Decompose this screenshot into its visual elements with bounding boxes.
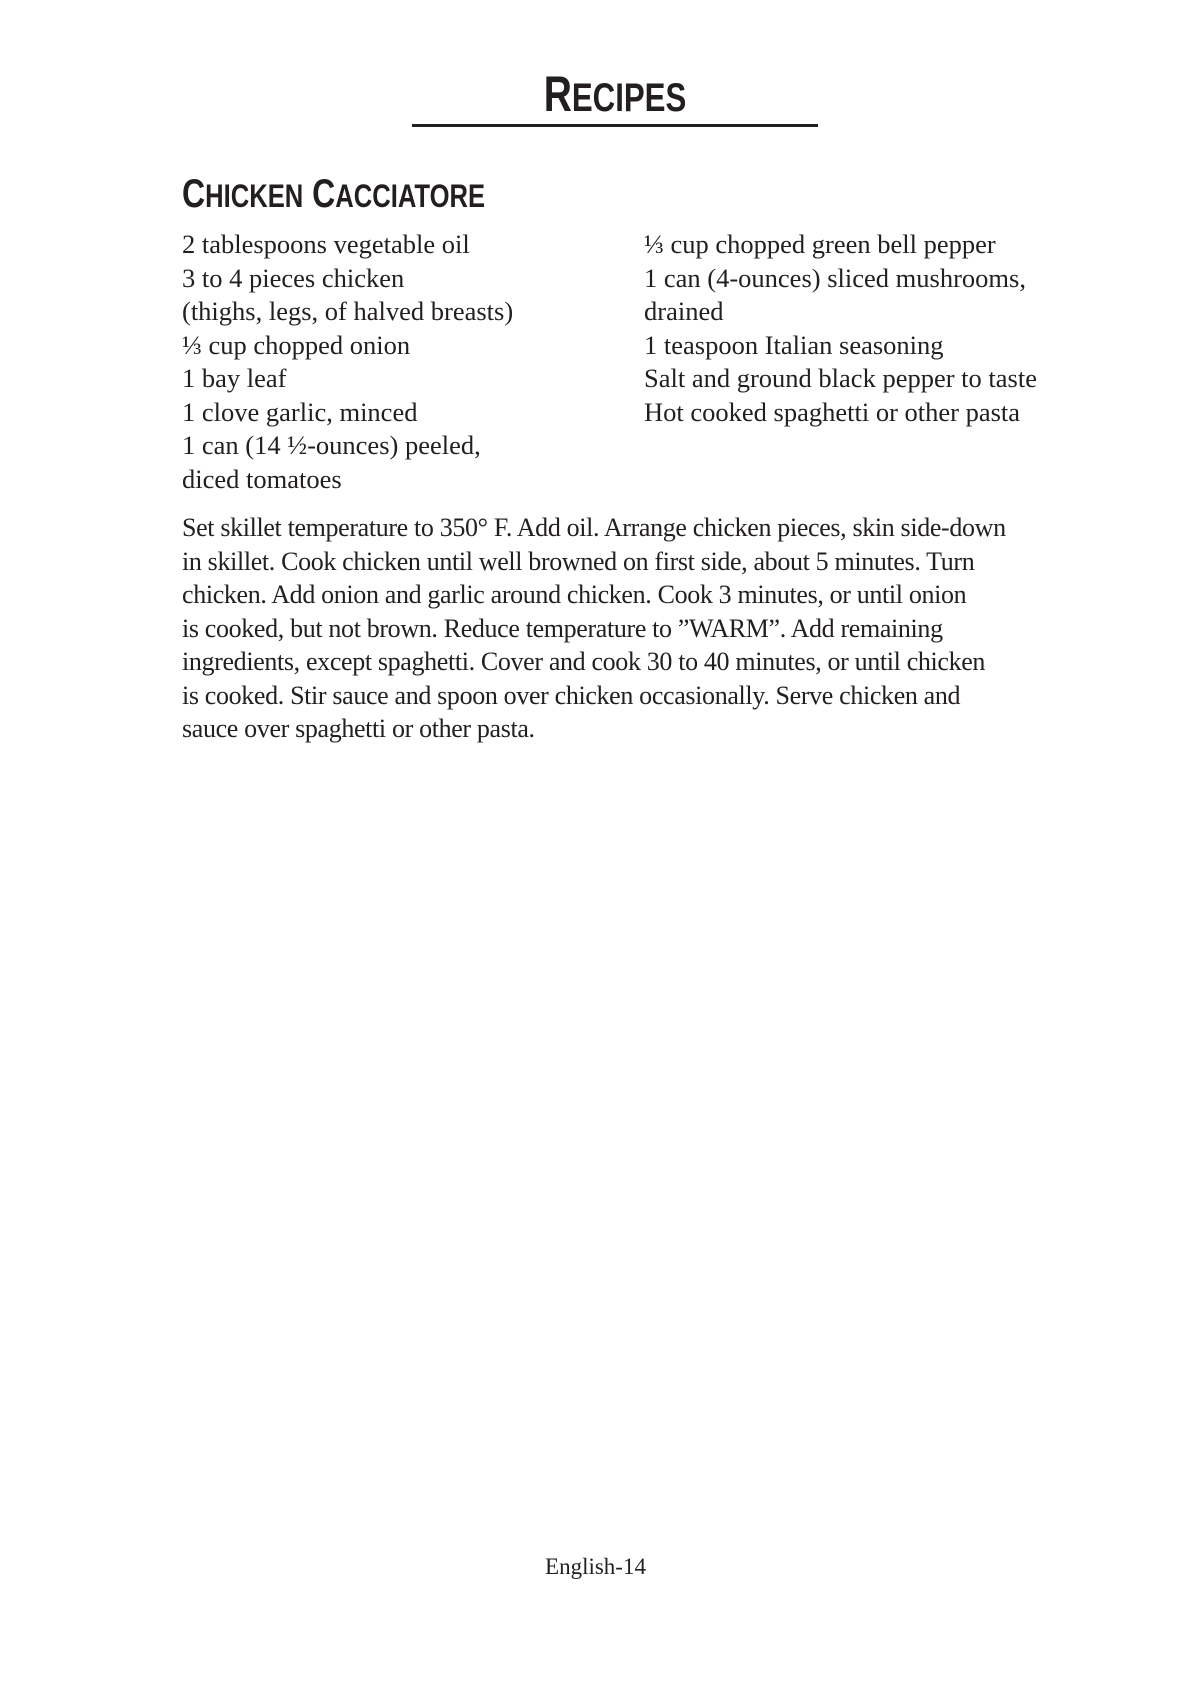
ingredient-item: 1 can (4-ounces) sliced mushrooms, — [644, 262, 1026, 293]
ingredient-item: 1 teaspoon Italian seasoning — [644, 329, 944, 360]
recipe-title-word2-initial: C — [312, 172, 336, 216]
ingredient-item: 1 clove garlic, minced — [182, 396, 418, 427]
page-title-rest: ECIPES — [571, 76, 687, 120]
ingredient-item: (thighs, legs, of halved breasts) — [182, 296, 514, 326]
instruction-line: in skillet. Cook chicken until well browned on first side, about 5 minutes. Turn — [182, 546, 975, 576]
ingredient-item: Salt and ground black pepper to taste — [644, 363, 1037, 393]
instruction-line: is cooked, but not brown. Reduce temperature to ”WARM”. Add remaining — [182, 613, 943, 643]
ingredient-item: 2 tablespoons vegetable oil — [182, 229, 470, 259]
ingredient-item: diced tomatoes — [182, 463, 342, 494]
ingredient-item: 3 to 4 pieces chicken — [182, 262, 405, 293]
ingredients-left-column — [182, 228, 513, 496]
instruction-line: is cooked. Stir sauce and spoon over chicken occasionally. Serve chicken and — [182, 680, 961, 710]
instruction-line: ingredients, except spaghetti. Cover and cook 30 to 40 minutes, or until chicken — [182, 647, 986, 676]
instruction-line: chicken. Add onion and garlic around chicken. Cook 3 minutes, or until onion — [182, 580, 967, 609]
recipe-title-word2-rest: ACCIATORE — [335, 178, 486, 214]
ingredient-item: drained — [644, 296, 724, 326]
ingredient-item: 1 bay leaf — [182, 363, 287, 393]
ingredient-item: ⅓ cup chopped green bell pepper — [644, 229, 996, 259]
instruction-line: Set skillet temperature to 350° F. Add oil. Arrange chicken pieces, skin side-down — [182, 513, 1006, 542]
recipe-instructions — [182, 511, 1062, 746]
ingredient-item: Hot cooked spaghetti or other pasta — [644, 396, 1021, 427]
page-title-initial: R — [543, 66, 572, 122]
recipe-title-word1-initial: C — [182, 172, 206, 216]
ingredient-item: ⅓ cup chopped onion — [182, 329, 411, 360]
ingredients-right-column — [644, 228, 1037, 429]
page-title — [457, 62, 774, 130]
recipe-title-word1-rest: HICKEN — [205, 178, 304, 214]
title-underline — [412, 124, 818, 127]
page-number: English-14 — [545, 1554, 646, 1579]
recipe-title — [182, 168, 485, 222]
ingredient-item: 1 can (14 ½-ounces) peeled, — [182, 430, 481, 460]
instruction-line: sauce over spaghetti or other pasta. — [182, 714, 535, 743]
